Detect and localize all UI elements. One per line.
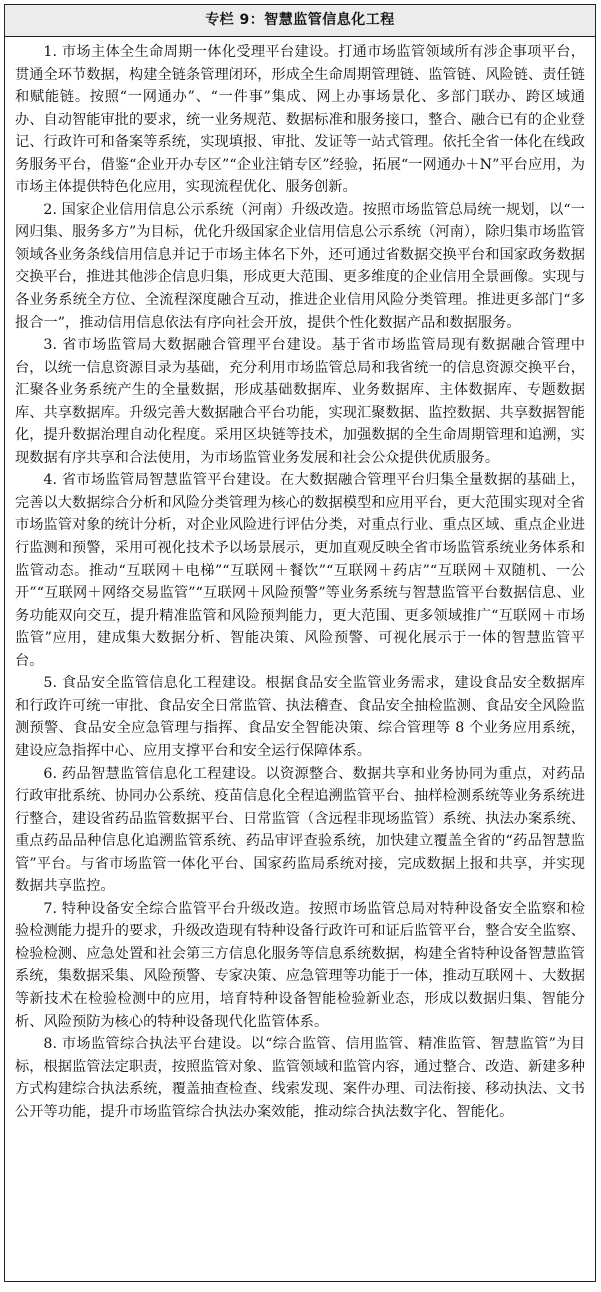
paragraph-item-8: 8. 市场监管综合执法平台建设。以“综合监管、信用监管、精准监管、智慧监管”为目标，根据监管法定职责，按照监管对象、监管领域和监管内容，通过整合、改造、新建多种方式构建综合执法系统，覆盖抽查检查、线索发现、案件办理、司法衔接、移动执法、文书公开等功能，提升市场监管综合执法办案效能，推动综合执法数字化、智能化。	[15, 1036, 585, 1120]
paragraph-item-1: 1. 市场主体全生命周期一体化受理平台建设。打通市场监管领域所有涉企事项平台，贯通全环节数据，构建全链条管理闭环，形成全生命周期管理链、监管链、风险链、责任链和赋能链。按照“一网通办”、“一件事”集成、网上办事场景化、多部门联办、跨区域通办、自动智能审批的要求，统一业务规范、数据标准和服务接口，整合、融合已有的企业登记、行政许可和备案等系统，实现填报、审批、发证等一站式管理。依托全省一体化在线政务服务平台，借鉴“企业开办专区”“企业注销专区”经验，拓展“一网通办＋N”平台应用，为市场主体提供特色化应用，实现流程优化、服务创新。	[15, 44, 585, 196]
column-content	[5, 37, 595, 1123]
paragraph-item-3: 3. 省市场监管局大数据融合管理平台建设。基于省市场监管局现有数据融合管理中台，以统一信息资源目录为基础，充分利用市场监管总局和我省统一的信息资源交换平台，汇聚各业务系统产生的全量数据，形成基础数据库、业务数据库、主体数据库、专题数据库、共享数据库。升级完善大数据融合平台功能，实现汇聚数据、监控数据、共享数据智能化，提升数据治理自动化程度。采用区块链等技术，加强数据的全生命周期管理和追溯，实现数据有序共享和合法使用，为市场监管业务发展和社会公众提供优质服务。	[15, 337, 585, 466]
paragraph-item-5: 5. 食品安全监管信息化工程建设。根据食品安全监管业务需求，建设食品安全数据库和行政许可统一审批、食品安全日常监管、执法稽查、食品安全抽检监测、食品安全风险监测预警、食品安全应急管理与指挥、食品安全智能决策、综合管理等 8 个业务应用系统，建设应急指挥中心、应用支撑平台和安全运行保障体系。	[15, 675, 585, 759]
paragraph-item-2: 2. 国家企业信用信息公示系统（河南）升级改造。按照市场监管总局统一规划，以“一网归集、服务多方”为目标，优化升级国家企业信用信息公示系统（河南），除归集市场监管领域各业务条线信用信息并记于市场主体名下外，还可通过省数据交换平台和国家政务数据交换平台，推进其他涉企信息归集，形成更大范围、更多维度的企业信用全景画像。实现与各业务系统全方位、全流程深度融合互动，推进企业信用风险分类管理。推进更多部门“多报合一”，推动信用信息依法有序向社会开放，提供个性化数据产品和数据服务。	[15, 201, 585, 331]
column-title: 专栏 9：智慧监管信息化工程	[5, 5, 595, 37]
column-box	[4, 4, 596, 1282]
paragraph-item-6: 6. 药品智慧监管信息化工程建设。以资源整合、数据共享和业务协同为重点，对药品行政审批系统、协同办公系统、疫苗信息化全程追溯监管平台、抽样检测系统等业务系统进行整合，建设省药品监管数据平台、日常监管（含远程非现场监管）系统、执法办案系统、重点药品品种信息化追溯监管系统、药品审评查验系统，加快建立覆盖全省的“药品智慧监管”平台。与省市场监管一体化平台、国家药监局系统对接，完成数据上报和共享，并实现数据共享监控。	[15, 765, 585, 895]
paragraph-item-4: 4. 省市场监管局智慧监管平台建设。在大数据融合管理平台归集全量数据的基础上，完善以大数据综合分析和风险分类管理为核心的数据模型和应用平台，更大范围实现对全省市场监管对象的统计分析，对企业风险进行评估分类，对重点行业、重点区域、重点企业进行监测和预警，采用可视化技术予以场景展示，更加直观反映全省市场监管系统业务体系和监管动态。推动“互联网＋电梯”“互联网＋餐饮”“互联网＋药店”“互联网＋双随机、一公开”“互联网＋网络交易监管”“互联网＋风险预警”等业务系统与智慧监管平台数据信息、业务功能双向交互，提升精准监管和风险预判能力，更大范围、更多领域推广“互联网＋市场监管”应用，建成集大数据分析、智能决策、风险预警、可视化展示于一体的智慧监管平台。	[15, 472, 585, 669]
paragraph-item-7: 7. 特种设备安全综合监管平台升级改造。按照市场监管总局对特种设备安全监察和检验检测能力提升的要求，升级改造现有特种设备行政许可和证后监管平台，整合安全监察、检验检测、应急处置和社会第三方信息化服务等信息系统数据，构建全省特种设备智慧监管系统，集数据采集、风险预警、专家决策、应急管理等功能于一体，推动互联网＋、大数据等新技术在检验检测中的应用，培育特种设备智能检验新业态，形成以数据归集、智能分析、风险预防为核心的特种设备现代化监管体系。	[15, 900, 585, 1030]
